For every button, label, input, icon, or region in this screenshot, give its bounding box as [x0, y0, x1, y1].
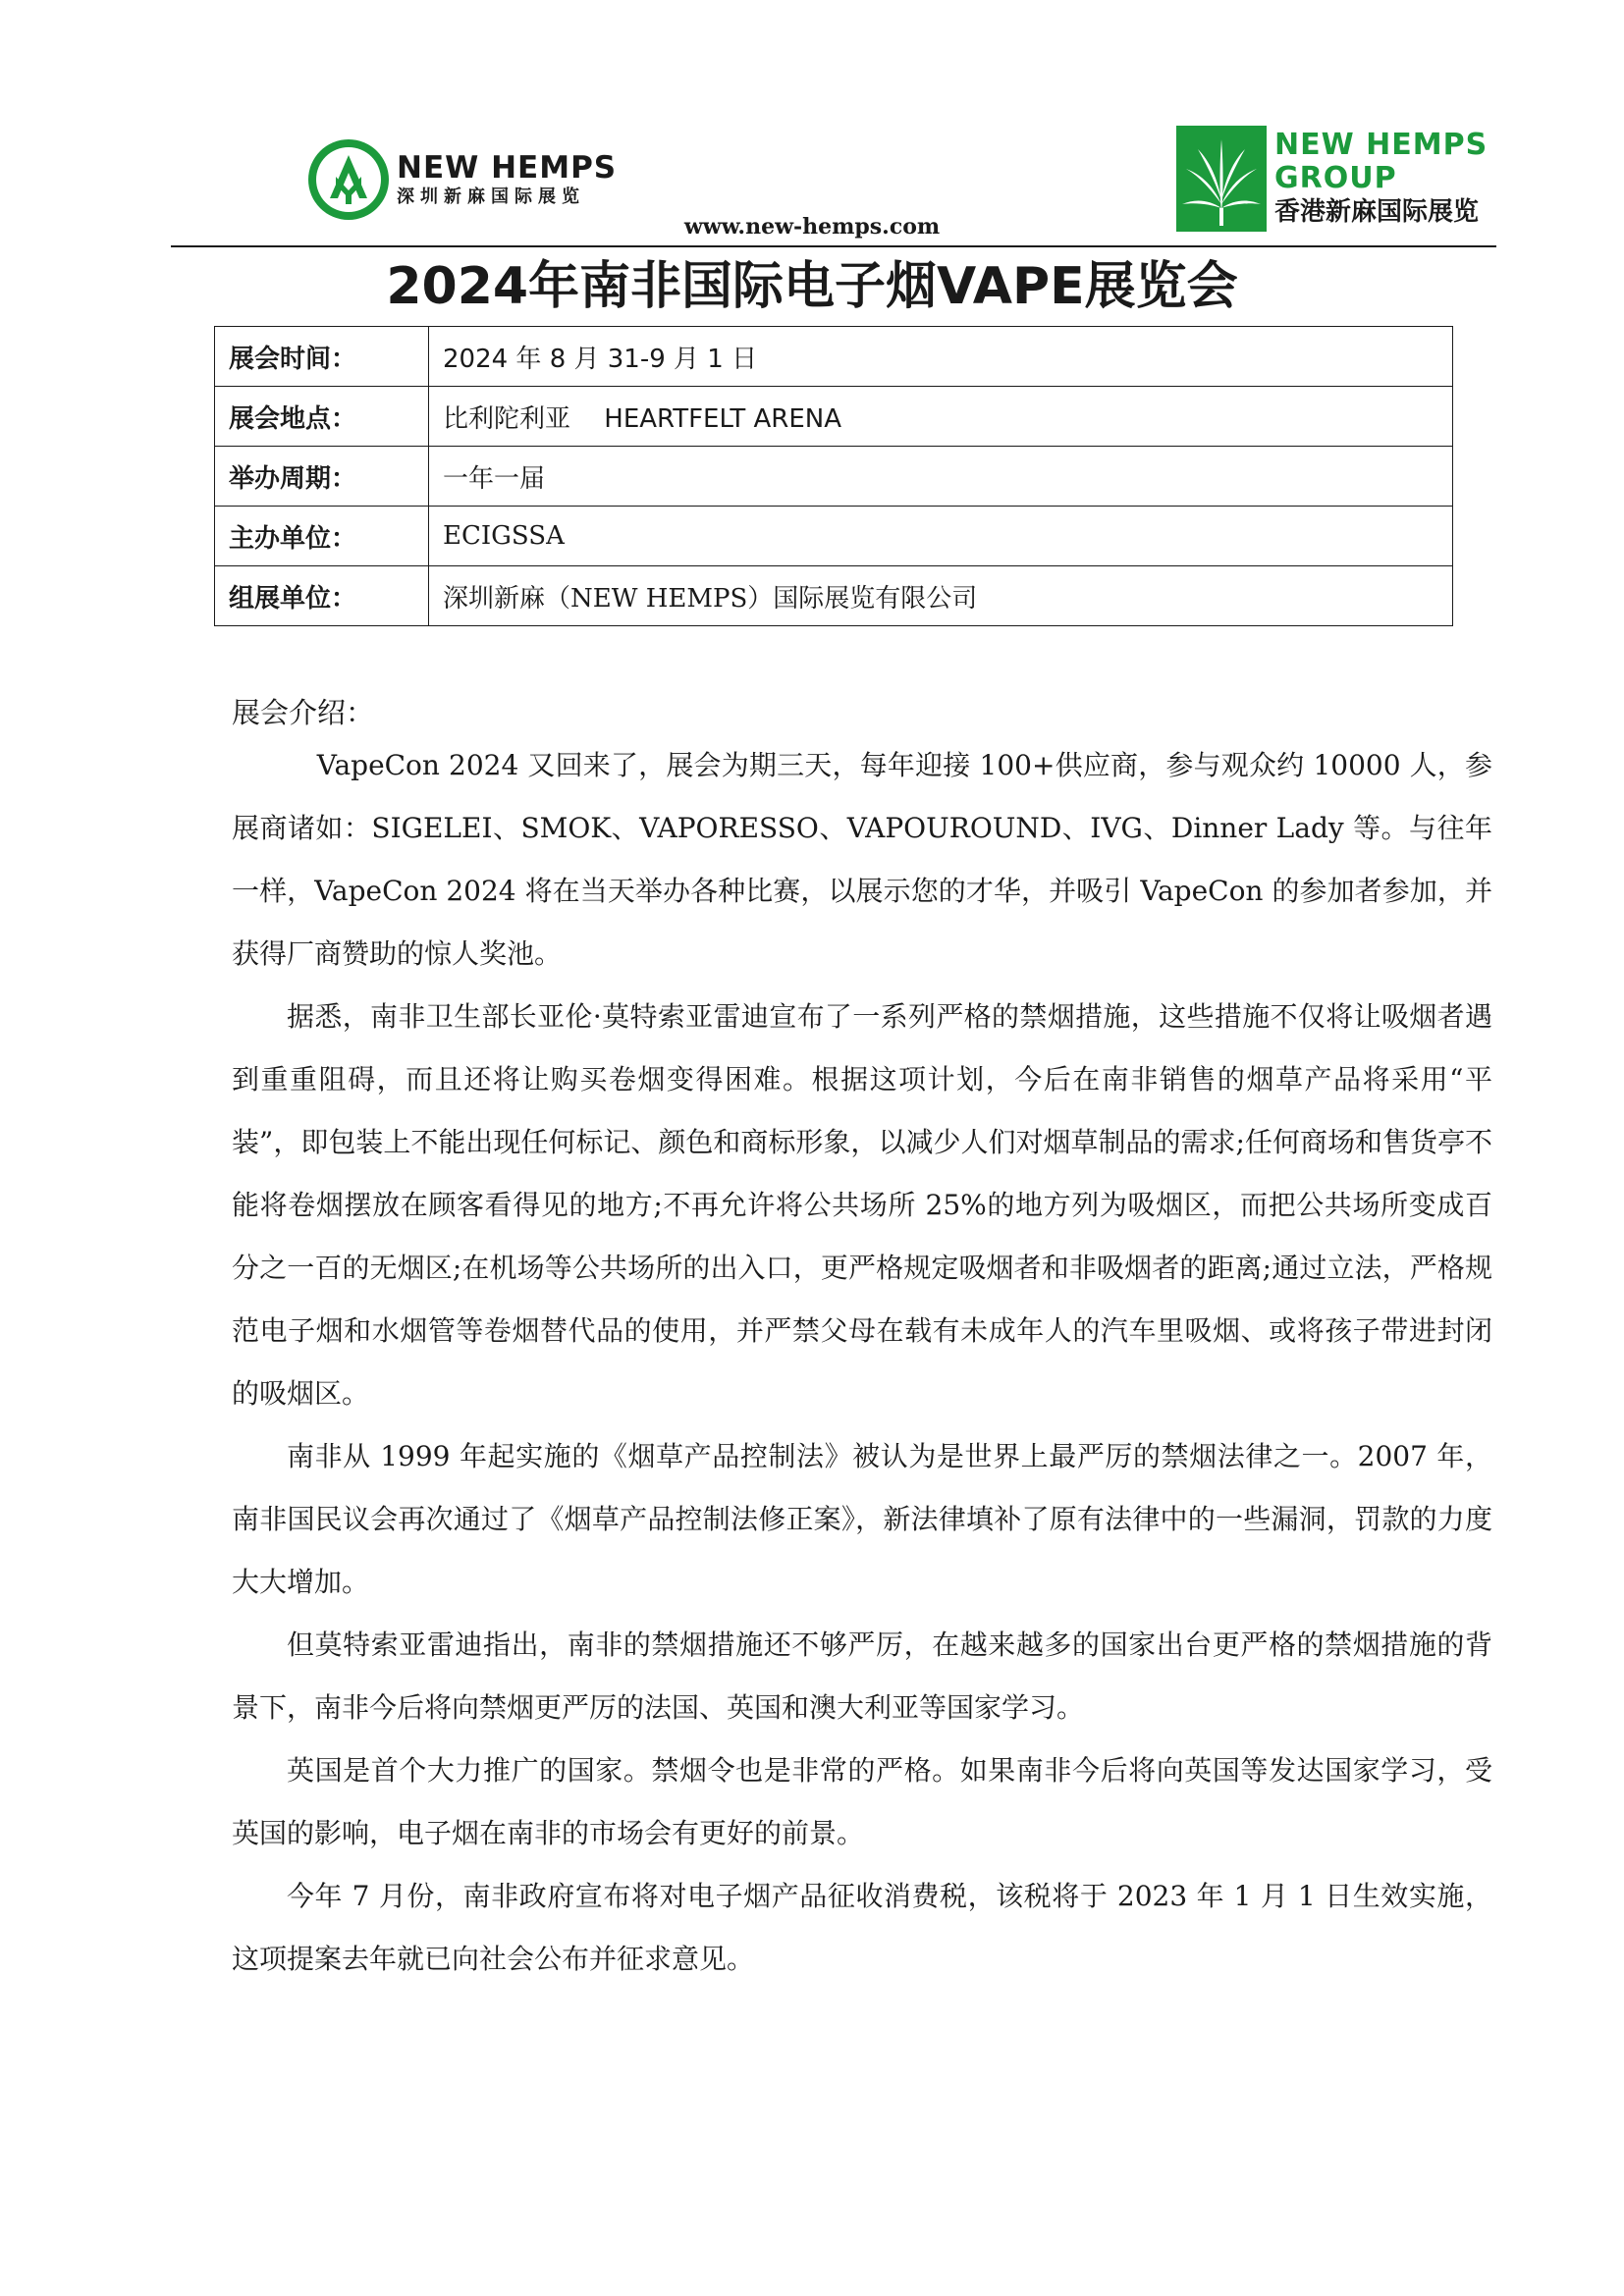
paragraph: 南非从 1999 年起实施的《烟草产品控制法》被认为是世界上最严厉的禁烟法律之一。2007 年，南非国民议会再次通过了《烟草产品控制法修正案》，新法律填补了原有法律中的一些漏洞，罚款的力度大大增加。: [232, 1440, 1492, 1598]
new-hemps-emblem-icon: [306, 137, 391, 222]
info-value: 比利陀利亚 HEARTFELT ARENA: [429, 387, 1453, 447]
intro-heading: 展会介绍：: [232, 696, 375, 729]
info-label: 举办周期：: [215, 447, 429, 507]
right-logo-brand-line2: GROUP: [1274, 161, 1397, 195]
website-url[interactable]: www.new-hemps.com: [683, 214, 941, 240]
left-logo-brand: NEW HEMPS: [397, 150, 618, 186]
info-value: 一年一届: [429, 447, 1453, 507]
paragraph: 据悉，南非卫生部长亚伦·莫特索亚雷迪宣布了一系列严格的禁烟措施，这些措施不仅将让吸烟者遇到重重阻碍，而且还将让购买卷烟变得困难。根据这项计划，今后在南非销售的烟草产品将采用“平装”，即包装上不能出现任何标记、颜色和商标形象，以减少人们对烟草制品的需求;任何商场和售货亭不能将卷烟摆放在顾客看得见的地方;不再允许将公共场所 25%的地方列为吸烟区，而把公共场所变成百分之一百的无烟区;在机场等公共场所的出入口，更严格规定吸烟者和非吸烟者的距离;通过立法，严格规范电子烟和水烟管等卷烟替代品的使用，并严禁父母在载有未成年人的汽车里吸烟、或将孩子带进封闭的吸烟区。: [232, 1000, 1492, 1410]
paragraph: 英国是首个大力推广的国家。禁烟令也是非常的严格。如果南非今后将向英国等发达国家学习，受英国的影响，电子烟在南非的市场会有更好的前景。: [232, 1754, 1492, 1849]
info-value: ECIGSSA: [429, 507, 1453, 566]
info-label: 主办单位：: [215, 507, 429, 566]
table-row: [215, 566, 1453, 626]
info-value: 2024 年 8 月 31-9 月 1 日: [429, 327, 1453, 387]
document-title: 2024年南非国际电子烟VAPE展览会: [386, 257, 1238, 316]
intro-body: [232, 734, 1492, 1991]
info-label: 组展单位：: [215, 566, 429, 626]
new-hemps-shenzhen-logo: [306, 135, 617, 224]
paragraph: 今年 7 月份，南非政府宣布将对电子烟产品征收消费税，该税将于 2023 年 1 月 1 日生效实施，这项提案去年就已向社会公布并征求意见。: [232, 1880, 1492, 1975]
table-row: [215, 327, 1453, 387]
right-logo-brand-line1: NEW HEMPS: [1274, 128, 1489, 162]
header-divider: [171, 245, 1496, 247]
info-label: 展会地点：: [215, 387, 429, 447]
info-label: 展会时间：: [215, 327, 429, 387]
table-row: [215, 387, 1453, 447]
info-value: 深圳新麻（NEW HEMPS）国际展览有限公司: [429, 566, 1453, 626]
paragraph: 但莫特索亚雷迪指出，南非的禁烟措施还不够严厉，在越来越多的国家出台更严格的禁烟措施的背景下，南非今后将向禁烟更严厉的法国、英国和澳大利亚等国家学习。: [232, 1629, 1492, 1724]
paragraph: VapeCon 2024 又回来了，展会为期三天，每年迎接 100+供应商，参与观众约 10000 人，参展商诸如：SIGELEI、SMOK、VAPORESSO、VAPOUROUND、IVG、Dinner Lady 等。与往年一样，VapeCon 2024 将在当天举办各种比赛，以展示您的才华，并吸引 VapeCon 的参加者参加，并获得厂商赞助的惊人奖池。: [232, 749, 1492, 970]
table-row: [215, 447, 1453, 507]
exhibition-info-table: [214, 326, 1453, 626]
left-logo-subtitle: 深圳新麻国际展览: [397, 187, 585, 207]
table-row: [215, 507, 1453, 566]
right-logo-subtitle: 香港新麻国际展览: [1274, 197, 1480, 227]
